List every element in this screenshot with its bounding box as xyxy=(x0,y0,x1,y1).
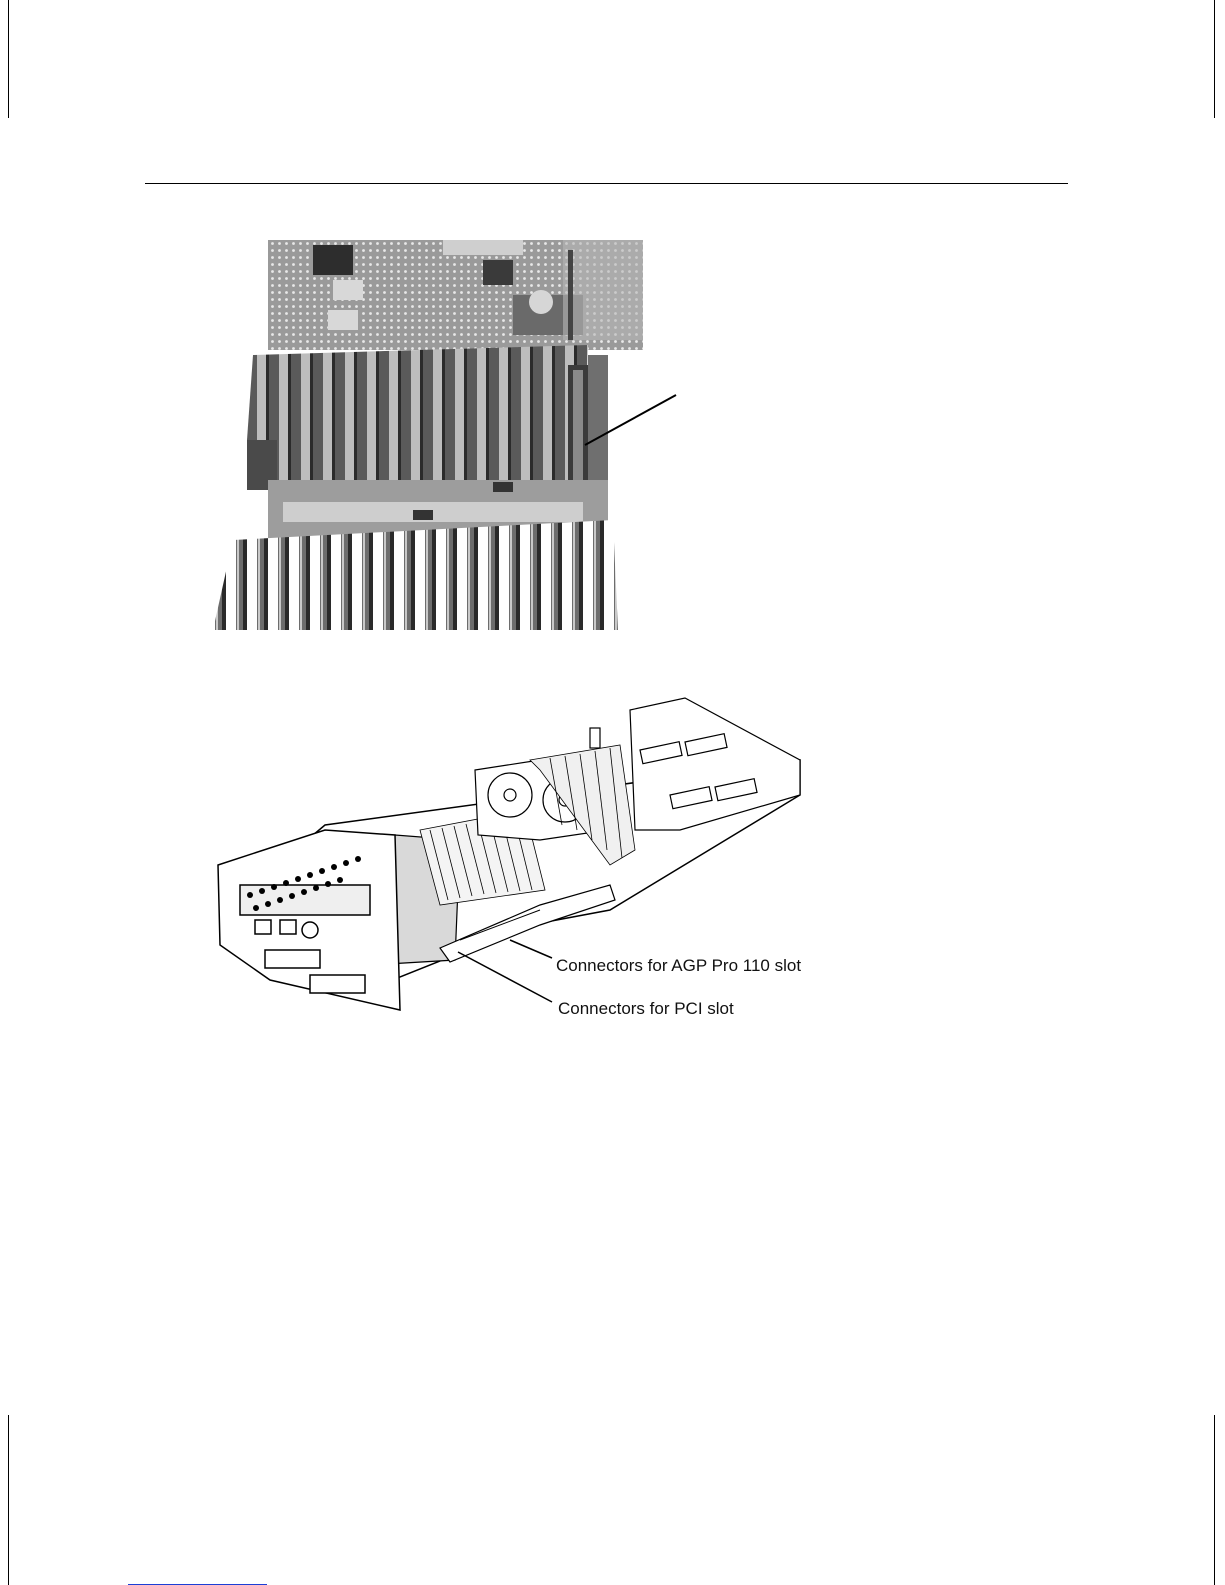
callout-agp-connectors: Connectors for AGP Pro 110 slot xyxy=(556,956,802,975)
card-drawing xyxy=(210,690,810,1030)
crop-mark-top-right xyxy=(1214,0,1215,118)
header-rule xyxy=(145,183,1068,184)
crop-mark-top-left xyxy=(8,0,9,118)
crop-mark-bottom-left xyxy=(8,1415,9,1585)
callout-pci-connectors: Connectors for PCI slot xyxy=(558,999,734,1018)
board-photo xyxy=(213,240,693,630)
crop-mark-bottom-right xyxy=(1214,1415,1215,1585)
